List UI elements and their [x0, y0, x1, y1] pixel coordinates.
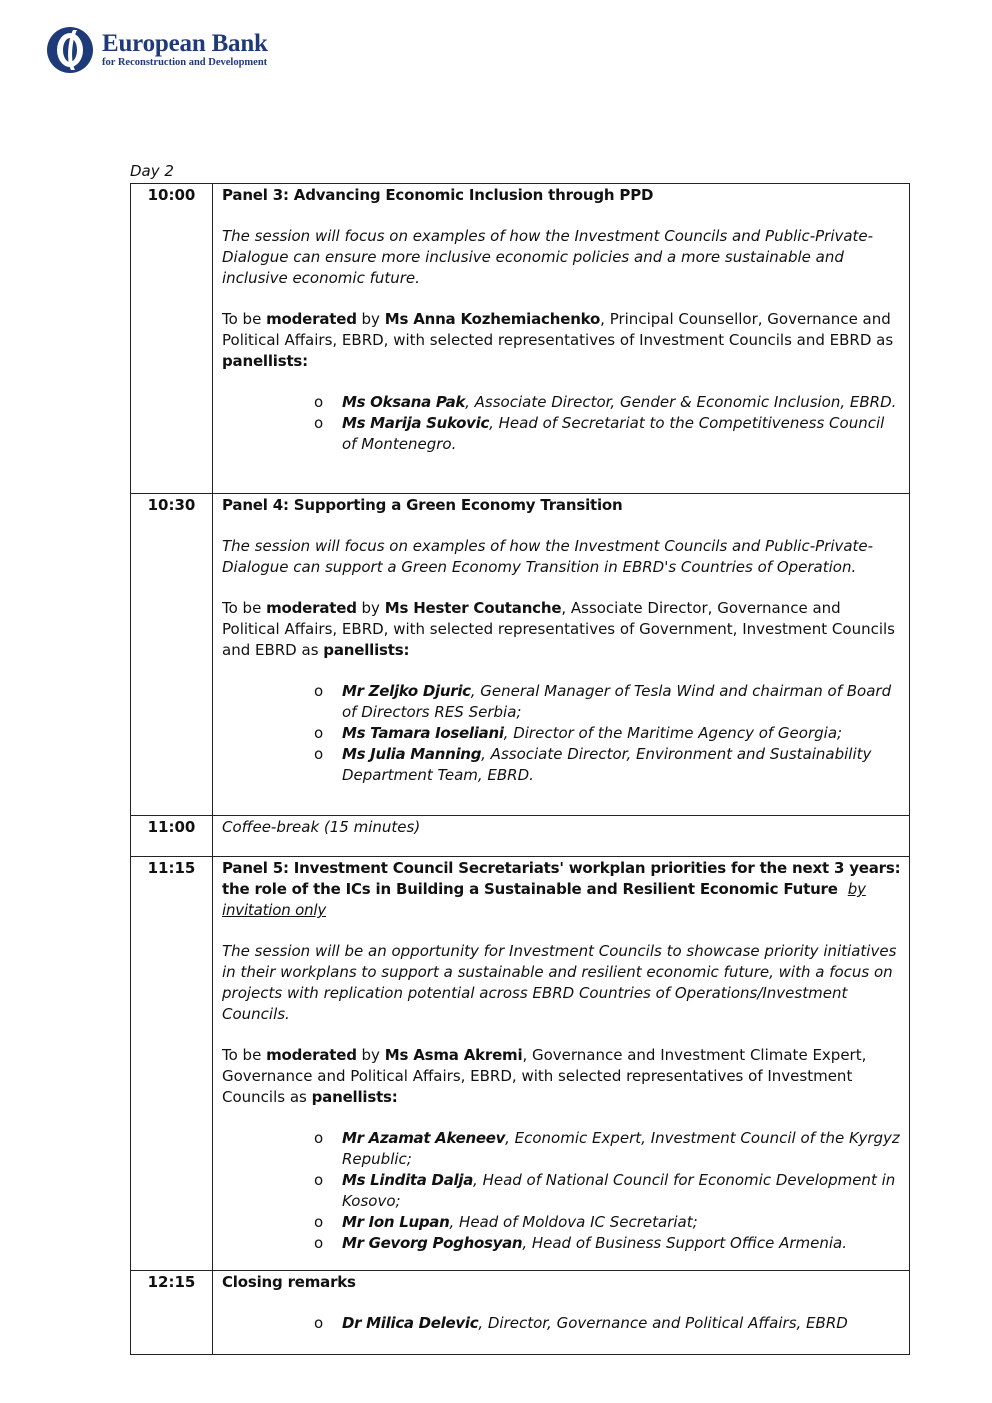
panellist-list [222, 681, 901, 786]
panel-description: The session will focus on examples of how the Investment Councils and Public-Private-Dialogue can ensure more inclusive economic policies and a more sustainable and inclusive economic future. [222, 227, 874, 287]
panellist-role: , Associate Director, Gender & Economic Inclusion, EBRD. [465, 393, 897, 411]
moderator-details: , Governance and Investment Climate Expert, Governance and Political Affairs, EBRD, with selected representatives of Investment Councils as [222, 1046, 867, 1106]
agenda-row [131, 857, 910, 1271]
panellist-item [342, 744, 901, 786]
session-time: 11:15 [131, 857, 213, 1271]
panellist-item [342, 1212, 901, 1233]
moderator-name: Ms Hester Coutanche [384, 599, 562, 617]
session-time: 10:30 [131, 494, 213, 816]
mod-word: moderated [266, 310, 357, 328]
mod-word: moderated [266, 1046, 357, 1064]
panellist-item [342, 392, 901, 413]
panellist-item [342, 1128, 901, 1170]
ebrd-logo-icon [46, 26, 94, 74]
mod-prefix: To be [222, 1046, 262, 1064]
panellist-item [342, 1313, 901, 1334]
coffee-break-text: Coffee-break (15 minutes) [222, 818, 421, 836]
panellist-list [222, 1313, 901, 1334]
panel-title [222, 858, 901, 921]
panellists-word: panellists: [222, 352, 308, 370]
session-content [213, 184, 910, 494]
ebrd-logo [46, 26, 268, 74]
day-label: Day 2 [130, 162, 174, 180]
panellist-item [342, 1170, 901, 1212]
mod-by: by [361, 310, 380, 328]
agenda-row [131, 494, 910, 816]
mod-by: by [361, 1046, 380, 1064]
logo-title: European Bank [102, 30, 268, 57]
agenda-row [131, 184, 910, 494]
panellist-list [222, 392, 901, 455]
panellist-name: Ms Julia Manning [342, 745, 482, 763]
panel-title: Closing remarks [222, 1273, 356, 1291]
panellist-name: Ms Marija Sukovic [342, 414, 490, 432]
panellist-role: , Head of National Council for Economic Development in Kosovo; [342, 1171, 896, 1210]
panellist-role: , Director of the Maritime Agency of Georgia; [503, 724, 843, 742]
panellist-role: , Head of Moldova IC Secretariat; [449, 1213, 698, 1231]
panel-description: The session will focus on examples of how the Investment Councils and Public-Private-Dialogue can support a Green Economy Transition in EBRD's Countries of Operation. [222, 537, 874, 576]
panellist-role: , Head of Business Support Office Armenia. [522, 1234, 847, 1252]
panellist-name: Ms Lindita Dalja [342, 1171, 474, 1189]
session-content [213, 494, 910, 816]
invitation-note: by invitation only [222, 880, 866, 919]
panellist-name: Mr Gevorg Poghosyan [342, 1234, 523, 1252]
panellist-role: , Economic Expert, Investment Council of the Kyrgyz Republic; [342, 1129, 900, 1168]
panellist-role: , General Manager of Tesla Wind and chairman of Board of Directors RES Serbia; [342, 682, 892, 721]
panel-title-text: Panel 5: Investment Council Secretariats' workplan priorities for the next 3 years: the role of the ICs in Building a Sustainable and Resilient Economic Future [222, 859, 901, 898]
panellist-role: , Director, Governance and Political Affairs, EBRD [478, 1314, 848, 1332]
logo-subtitle: for Reconstruction and Development [102, 57, 268, 68]
agenda-table [130, 183, 910, 1355]
panellists-word: panellists: [311, 1088, 398, 1106]
mod-word: moderated [266, 599, 357, 617]
panellist-role: , Associate Director, Environment and Sustainability Department Team, EBRD. [342, 745, 872, 784]
panellists-word: panellists: [323, 641, 410, 659]
panellist-name: Mr Ion Lupan [342, 1213, 450, 1231]
panellist-role: , Head of Secretariat to the Competitiveness Council of Montenegro. [342, 414, 885, 453]
agenda-row [131, 816, 910, 857]
moderation-info [222, 1045, 901, 1108]
panel-description: The session will be an opportunity for Investment Councils to showcase priority initiatives in their workplans to support a sustainable and resilient economic future, with a focus on projects with replication potential across EBRD Countries of Operations/Investment Councils. [222, 942, 897, 1023]
panel-title: Panel 4: Supporting a Green Economy Transition [222, 496, 623, 514]
panellist-item [342, 413, 901, 455]
session-content [213, 816, 910, 857]
panellist-name: Mr Zeljko Djuric [342, 682, 471, 700]
session-time: 10:00 [131, 184, 213, 494]
panellist-name: Dr Milica Delevic [342, 1314, 479, 1332]
moderation-info [222, 598, 901, 661]
session-time: 12:15 [131, 1271, 213, 1355]
session-content [213, 857, 910, 1271]
moderator-name: Ms Anna Kozhemiachenko [384, 310, 601, 328]
agenda-row [131, 1271, 910, 1355]
session-content [213, 1271, 910, 1355]
panellist-name: Mr Azamat Akeneev [342, 1129, 506, 1147]
session-time: 11:00 [131, 816, 213, 857]
moderator-name: Ms Asma Akremi [384, 1046, 523, 1064]
panellist-item [342, 681, 901, 723]
mod-prefix: To be [222, 310, 262, 328]
mod-by: by [361, 599, 380, 617]
panellist-item [342, 723, 901, 744]
mod-prefix: To be [222, 599, 262, 617]
moderator-details: , Principal Counsellor, Governance and Political Affairs, EBRD, with selected representatives of Investment Councils and EBRD as [222, 310, 894, 349]
moderator-details: , Associate Director, Governance and Political Affairs, EBRD, with selected representatives of Government, Investment Councils and EBRD as [222, 599, 895, 659]
moderation-info [222, 309, 901, 372]
panel-title: Panel 3: Advancing Economic Inclusion through PPD [222, 186, 654, 204]
panellist-list [222, 1128, 901, 1254]
panellist-name: Ms Tamara Ioseliani [342, 724, 504, 742]
panellist-name: Ms Oksana Pak [342, 393, 466, 411]
panellist-item [342, 1233, 901, 1254]
